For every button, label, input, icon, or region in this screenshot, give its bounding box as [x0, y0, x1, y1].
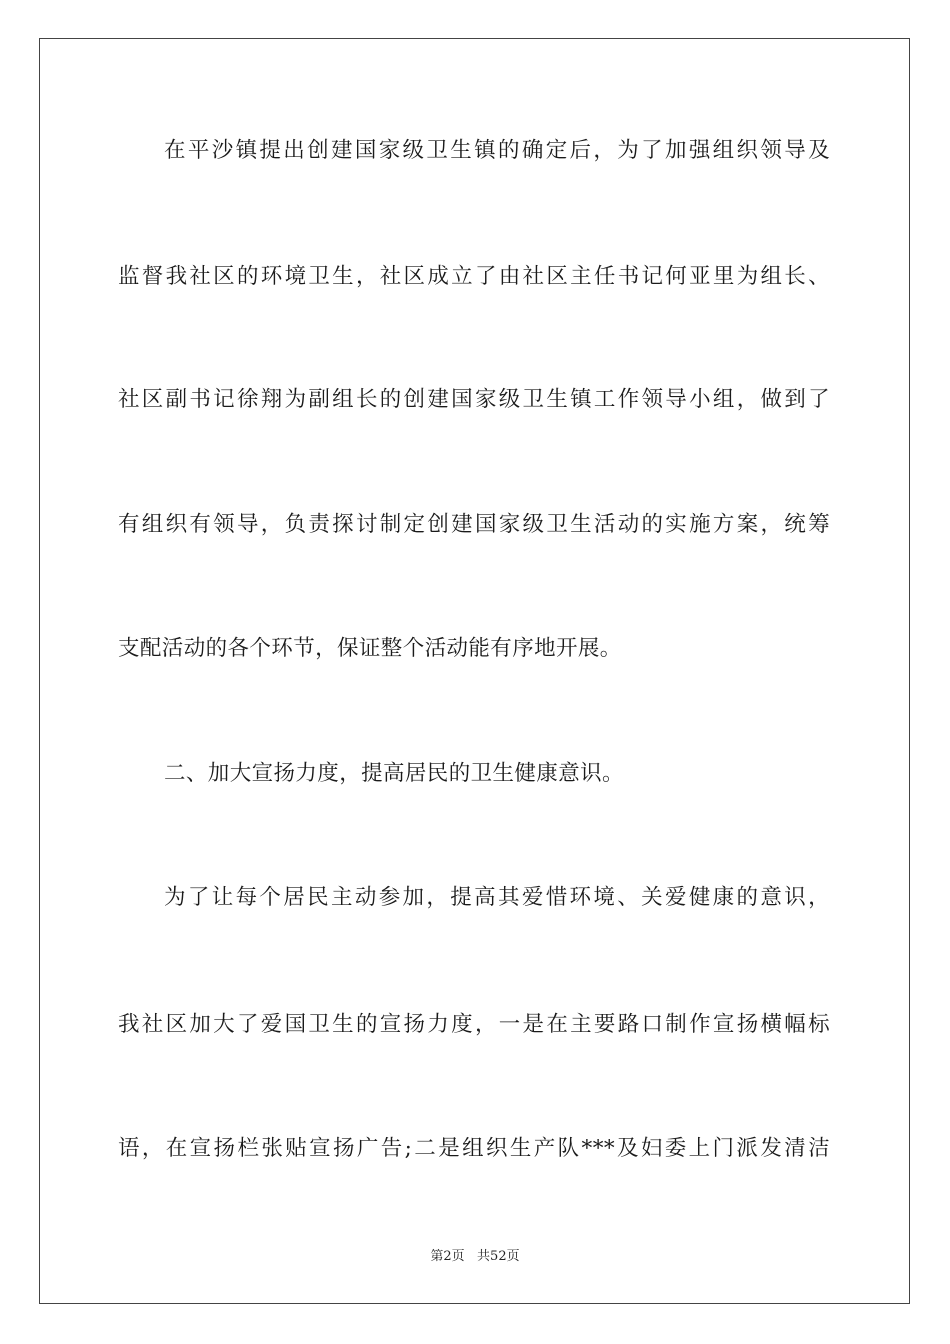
paragraph-1-line-4: 有组织有领导，负责探讨制定创建国家级卫生活动的实施方案，统筹: [118, 512, 830, 537]
paragraph-1-line-2: 监督我社区的环境卫生，社区成立了由社区主任书记何亚里为组长、: [118, 264, 830, 289]
page-number-footer: 第2页 共52页: [430, 1249, 520, 1264]
paragraph-2-line-1: 为了让每个居民主动参加，提高其爱惜环境、关爱健康的意识，: [164, 885, 830, 910]
paragraph-1-line-3: 社区副书记徐翔为副组长的创建国家级卫生镇工作领导小组，做到了: [118, 387, 830, 412]
paragraph-1-line-5: 支配活动的各个环节，保证整个活动能有序地开展。: [118, 636, 622, 661]
paragraph-2-line-3: 语，在宣扬栏张贴宣扬广告;二是组织生产队***及妇委上门派发清洁: [118, 1136, 830, 1161]
paragraph-2-line-2: 我社区加大了爱国卫生的宣扬力度，一是在主要路口制作宣扬横幅标: [118, 1012, 830, 1037]
section-heading-2: 二、加大宣扬力度，提高居民的卫生健康意识。: [164, 761, 624, 786]
page-border: [39, 38, 910, 1304]
paragraph-1-line-1: 在平沙镇提出创建国家级卫生镇的确定后，为了加强组织领导及: [164, 138, 830, 163]
